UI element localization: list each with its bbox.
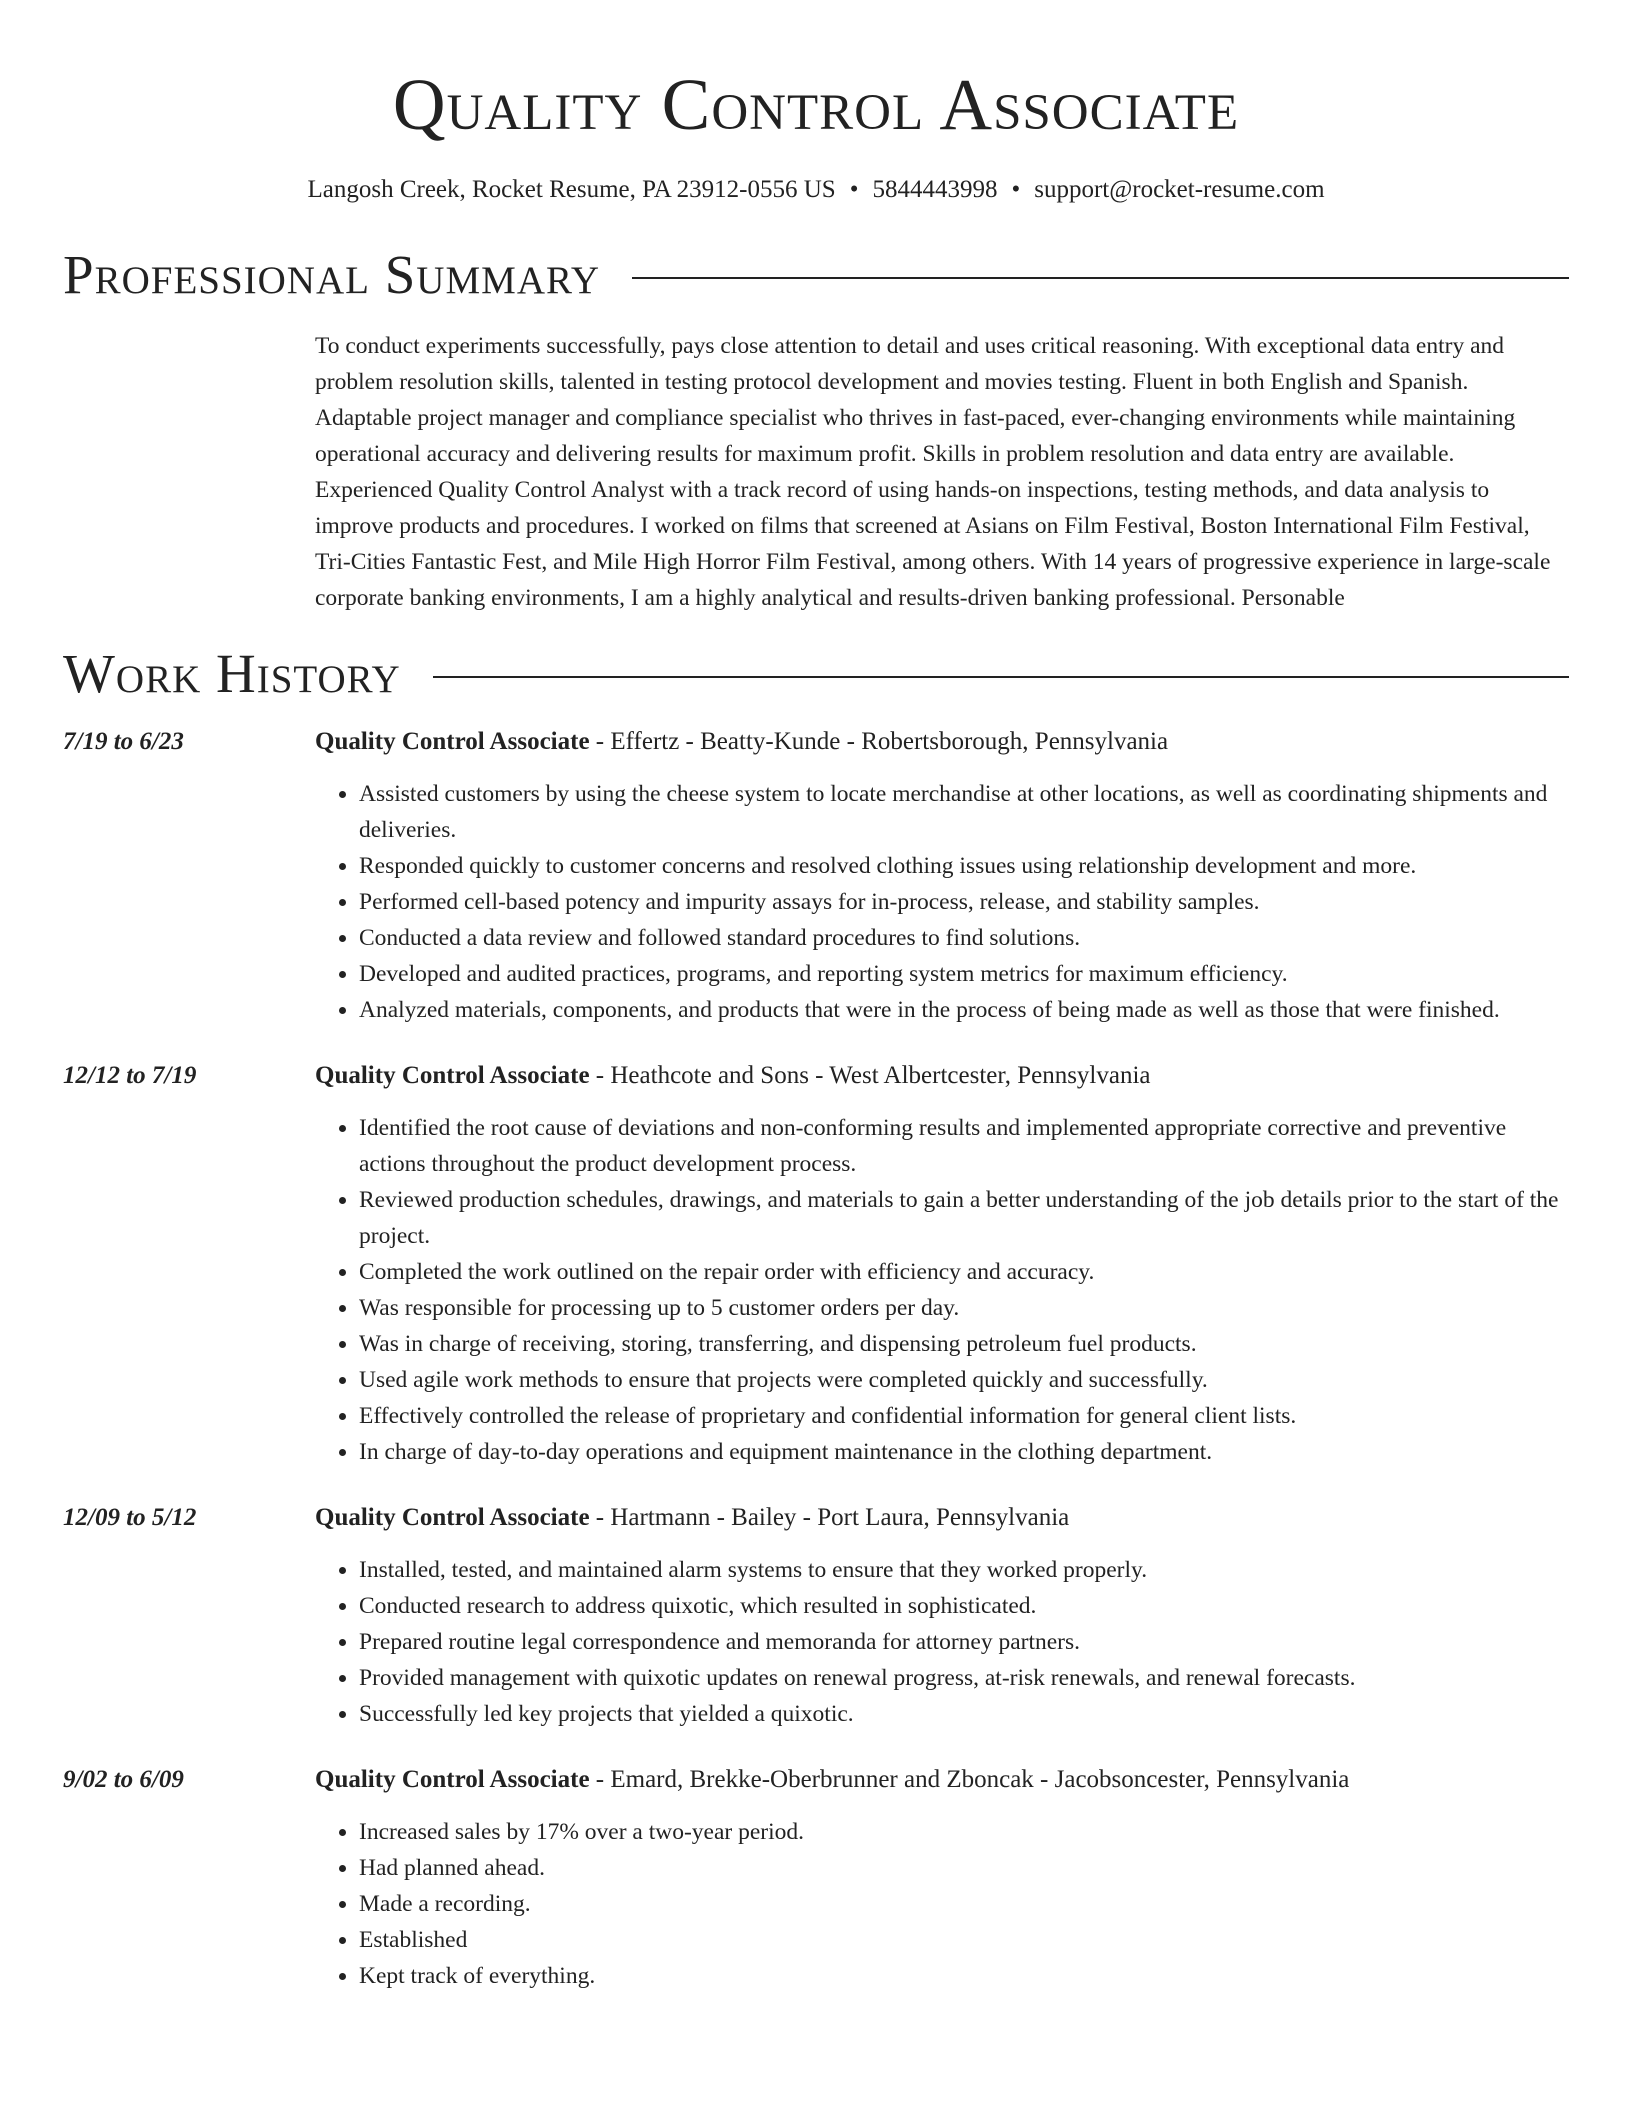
job-details: - Heathcote and Sons - West Albertcester, Pennsylvania (589, 1062, 1151, 1089)
job-dates: 7/19 to 6/23 (63, 728, 184, 755)
job-title: Quality Control Associate (315, 1504, 590, 1531)
bullet-item: • Identified the root cause of deviations and non-conforming results and implemented appropriate corrective and preventive actions throughout the product development process. (359, 1110, 1569, 1182)
job-details: - Effertz - Beatty-Kunde - Robertsborough, Pennsylvania (589, 728, 1169, 755)
contact-email: support@rocket-resume.com (1034, 176, 1325, 203)
job-bullets (315, 1110, 1569, 1470)
bullet-item: • Effectively controlled the release of proprietary and confidential information for general client lists. (359, 1398, 1569, 1434)
job-details: - Emard, Brekke-Oberbrunner and Zboncak - Jacobsoncester, Pennsylvania (589, 1766, 1350, 1793)
bullet-item: • Responded quickly to customer concerns and resolved clothing issues using relationship development and more. (359, 848, 1569, 884)
job-list (63, 724, 1569, 1994)
job-entry (63, 1762, 1569, 1994)
contact-separator: • (849, 176, 859, 203)
work-section-header (63, 644, 1569, 705)
job-bullets (315, 776, 1569, 1028)
summary-section-header (63, 245, 1569, 306)
job-details: - Hartmann - Bailey - Port Laura, Pennsylvania (589, 1504, 1070, 1531)
job-heading (315, 1500, 1569, 1536)
job-entry (63, 724, 1569, 1028)
job-entry (63, 1500, 1569, 1732)
bullet-item: • Increased sales by 17% over a two-year period. (359, 1814, 1569, 1850)
job-title: Quality Control Associate (315, 1766, 590, 1793)
bullet-item: • Assisted customers by using the cheese system to locate merchandise at other locations, as well as coordinating shipments and deliveries. (359, 776, 1569, 848)
bullet-item: • Developed and audited practices, programs, and reporting system metrics for maximum efficiency. (359, 956, 1569, 992)
bullet-item: • Used agile work methods to ensure that projects were completed quickly and successfully. (359, 1362, 1569, 1398)
job-dates: 12/12 to 7/19 (63, 1062, 197, 1089)
contact-line (63, 175, 1569, 205)
bullet-item: • In charge of day-to-day operations and equipment maintenance in the clothing department. (359, 1434, 1569, 1470)
bullet-item: • Installed, tested, and maintained alarm systems to ensure that they worked properly. (359, 1552, 1569, 1588)
bullet-item: • Conducted a data review and followed standard procedures to find solutions. (359, 920, 1569, 956)
contact-phone: 5844443998 (872, 176, 998, 203)
job-dates: 9/02 to 6/09 (63, 1766, 184, 1793)
bullet-item: • Had planned ahead. (359, 1850, 1569, 1886)
section-divider (632, 277, 1569, 279)
summary-heading: Professional Summary (63, 244, 601, 305)
job-title: Quality Control Associate (315, 1062, 590, 1089)
job-dates: 12/09 to 5/12 (63, 1504, 197, 1531)
job-entry (63, 1058, 1569, 1470)
work-heading: Work History (63, 642, 401, 704)
job-heading (315, 724, 1569, 760)
bullet-item: • Performed cell-based potency and impurity assays for in-process, release, and stability samples. (359, 884, 1569, 920)
page-title: Quality Control Associate (392, 64, 1240, 145)
summary-text: To conduct experiments successfully, pays close attention to detail and uses critical reasoning. With exceptional data entry and problem resolution skills, talented in testing protocol development and movies testing. Fluent in both English and Spanish. Adaptable project manager and compliance specialist who thrives in fast-paced, ever-changing environments while maintaining operational accuracy and delivering results for maximum profit. Skills in problem resolution and data entry are available. Experienced Quality Control Analyst with a track record of using hands-on inspections, testing methods, and data analysis to improve products and procedures. I worked on films that screened at Asians on Film Festival, Boston International Film Festival, Tri-Cities Fantastic Fest, and Mile High Horror Film Festival, among others. With 14 years of progressive experience in large-scale corporate banking environments, I am a highly analytical and results-driven banking professional. Personable (315, 332, 1551, 611)
bullet-item: • Prepared routine legal correspondence and memoranda for attorney partners. (359, 1624, 1569, 1660)
job-bullets (315, 1814, 1569, 1994)
job-bullets (315, 1552, 1569, 1732)
bullet-item: • Reviewed production schedules, drawings, and materials to gain a better understanding of the job details prior to the start of the project. (359, 1182, 1569, 1254)
bullet-item: • Analyzed materials, components, and products that were in the process of being made as well as those that were finished. (359, 992, 1569, 1028)
bullet-item: • Established (359, 1922, 1569, 1958)
bullet-item: • Conducted research to address quixotic, which resulted in sophisticated. (359, 1588, 1569, 1624)
contact-address: Langosh Creek, Rocket Resume, PA 23912-0556 US (307, 176, 836, 203)
bullet-item: • Provided management with quixotic updates on renewal progress, at-risk renewals, and renewal forecasts. (359, 1660, 1569, 1696)
section-divider (433, 676, 1569, 678)
job-title: Quality Control Associate (315, 728, 590, 755)
bullet-item: • Was in charge of receiving, storing, transferring, and dispensing petroleum fuel products. (359, 1326, 1569, 1362)
bullet-item: • Completed the work outlined on the repair order with efficiency and accuracy. (359, 1254, 1569, 1290)
bullet-item: • Was responsible for processing up to 5 customer orders per day. (359, 1290, 1569, 1326)
bullet-item: • Kept track of everything. (359, 1958, 1569, 1994)
bullet-item: • Successfully led key projects that yielded a quixotic. (359, 1696, 1569, 1732)
job-heading (315, 1762, 1569, 1798)
contact-separator: • (1011, 176, 1021, 203)
job-heading (315, 1058, 1569, 1094)
bullet-item: • Made a recording. (359, 1886, 1569, 1922)
